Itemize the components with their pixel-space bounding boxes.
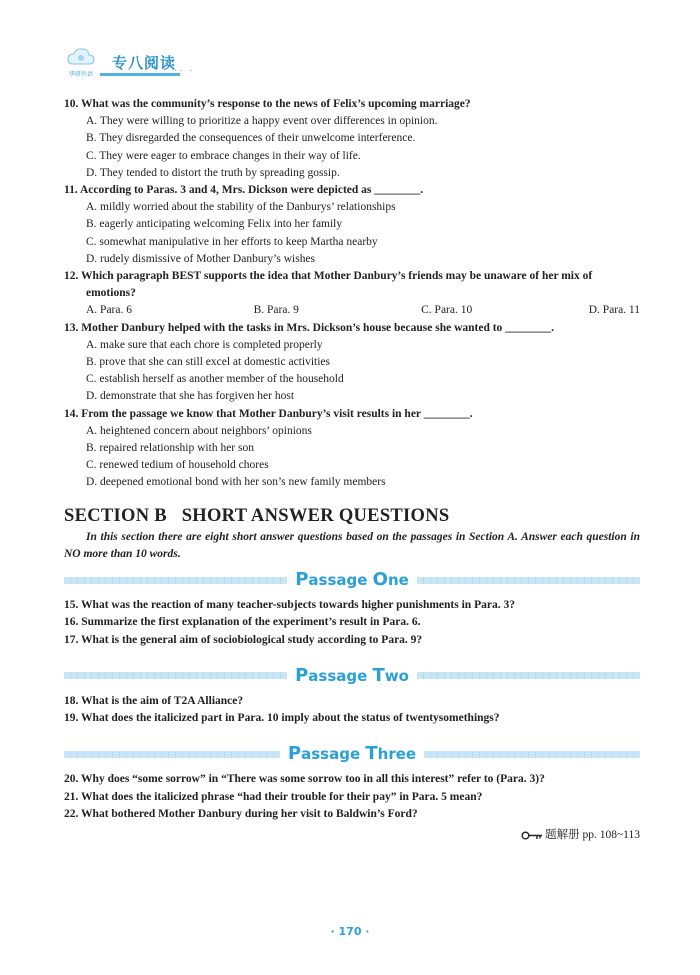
question-stem: 12. Which paragraph BEST supports the idea that Mother Danbury’s friends may be unaware of her mix of emotions? (64, 270, 593, 300)
option: B. Para. 9 (253, 304, 299, 317)
option: D. Para. 11 (588, 304, 640, 317)
page-number: · 170 · (330, 925, 370, 938)
header-underline (100, 73, 180, 76)
question-stem: 17. What is the general aim of sociobiological study according to Para. 9? (64, 633, 423, 646)
option: D. rudely dismissive of Mother Danbury’s wishes (86, 252, 316, 265)
question-stem: 19. What does the italicized part in Para. 10 imply about the status of twentysomethings? (64, 712, 500, 725)
divider (417, 577, 640, 584)
question-stem: 18. What is the aim of T2A Alliance? (64, 694, 244, 707)
question-stem: 22. What bothered Mother Danbury during her visit to Baldwin’s Ford? (64, 807, 418, 820)
question-stem: 20. Why does “some sorrow” in “There was some sorrow too in all this interest” refer to (Para. 3)? (64, 773, 545, 786)
option: C. establish herself as another member of the household (86, 373, 344, 386)
option: B. eagerly anticipating welcoming Felix into her family (86, 218, 343, 231)
divider (64, 672, 287, 679)
passage-heading (64, 743, 640, 765)
header-dots: ·· · (174, 66, 195, 77)
logo-text: 华研外语 (68, 71, 93, 78)
option: A. heightened concern about neighbors’ opinions (86, 424, 312, 437)
passage-heading (64, 569, 640, 591)
option: C. somewhat manipulative in her efforts to keep Martha nearby (86, 235, 378, 248)
option-row (64, 302, 640, 319)
option: A. They were willing to prioritize a happy event over differences in opinion. (86, 115, 438, 128)
option: B. prove that she can still excel at domestic activities (86, 356, 330, 369)
passage-label: Passage Three (287, 743, 417, 765)
passage-label: Passage One (295, 569, 409, 591)
question-stem: 11. According to Paras. 3 and 4, Mrs. Dickson were depicted as ________. (64, 184, 424, 197)
answer-reference-text: 题解册 pp. 108~113 (545, 828, 640, 841)
question-stem: 14. From the passage we know that Mother Danbury’s visit results in her ________. (64, 407, 473, 420)
passage-heading (64, 665, 640, 687)
divider (64, 751, 280, 758)
logo-icon (64, 46, 98, 80)
passage-label: Passage Two (295, 664, 409, 686)
option: C. Para. 10 (421, 304, 473, 317)
question-stem: 13. Mother Danbury helped with the tasks in Mrs. Dickson’s house because she wanted to ________. (64, 321, 555, 334)
page-content (64, 96, 640, 844)
option: A. Para. 6 (86, 304, 132, 317)
option: C. They were eager to embrace changes in their way of life. (86, 149, 361, 162)
option: B. repaired relationship with her son (86, 442, 254, 455)
answer-reference (64, 827, 640, 844)
key-icon (521, 831, 543, 840)
section-heading: SECTION B SHORT ANSWER QUESTIONS (64, 505, 450, 526)
divider (64, 577, 287, 584)
option: C. renewed tedium of household chores (86, 459, 269, 472)
option: A. make sure that each chore is completed properly (86, 338, 323, 351)
question-stem: 10. What was the community’s response to the news of Felix’s upcoming marriage? (64, 98, 471, 110)
question-stem: 21. What does the italicized phrase “had their trouble for their pay” in Para. 5 mean? (64, 790, 483, 803)
section-instructions: In this section there are eight short answer questions based on the passages in Section A. Answer each question in NO more than 10 words. (64, 530, 640, 561)
option: D. deepened emotional bond with her son’s new family members (86, 476, 386, 489)
option: A. mildly worried about the stability of the Danburys’ relationships (86, 201, 396, 214)
question-stem: 16. Summarize the first explanation of the experiment’s result in Para. 6. (64, 616, 421, 629)
option: D. demonstrate that she has forgiven her host (86, 390, 295, 403)
header-title: 专八阅读 (112, 54, 177, 72)
option: B. They disregarded the consequences of their unwelcome interference. (86, 132, 416, 145)
option: D. They tended to distort the truth by spreading gossip. (86, 166, 340, 179)
question-stem: 15. What was the reaction of many teacher-subjects towards higher punishments in Para. 3? (64, 599, 515, 612)
divider (417, 672, 640, 679)
divider (424, 751, 640, 758)
